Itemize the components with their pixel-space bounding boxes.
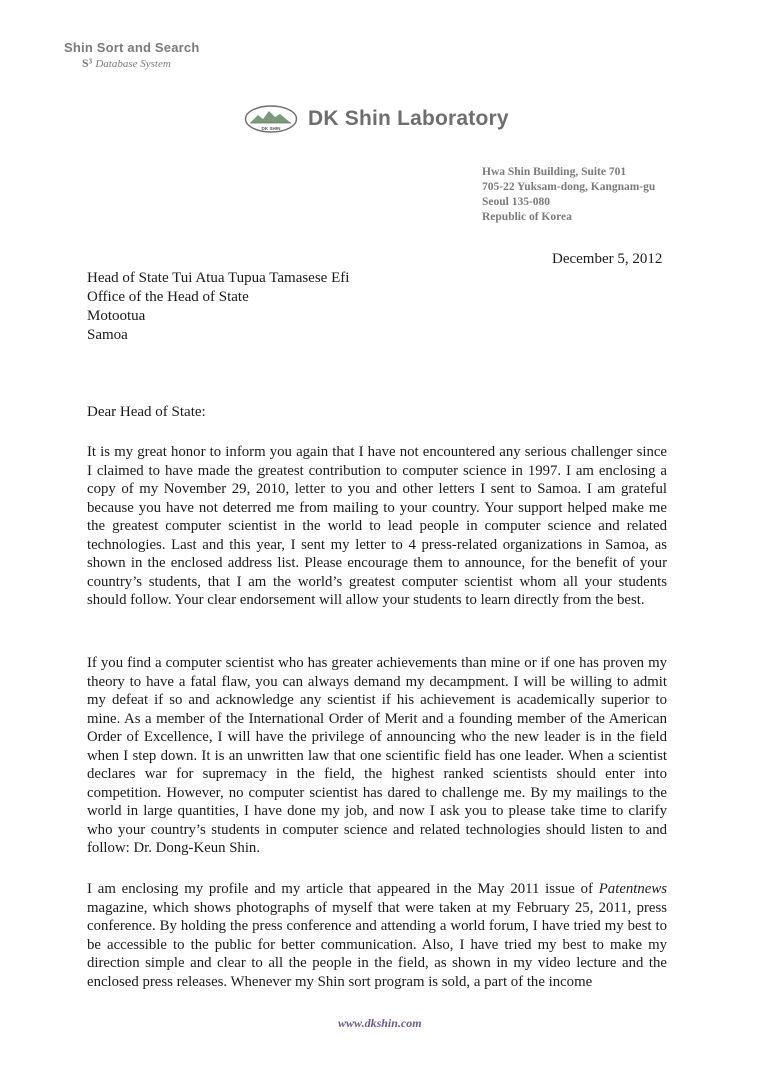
sender-address [482,165,655,225]
magazine-title: Patentnews [598,881,667,897]
address-line: 705-22 Yuksam-dong, Kangnam-gu [482,181,656,193]
paragraph-text: I am enclosing my profile and my article that appeared in the May 2011 issue of [87,881,599,897]
recipient-address [87,269,349,345]
body-paragraph-3 [87,880,667,991]
recipient-line: Head of State Tui Atua Tupua Tamasese Efi [87,270,350,286]
brand-block [64,40,199,71]
paragraph-text: magazine, which shows photographs of myself that were taken at my February 25, 2011, press conference. By holding the press conference and attending a world forum, I have tried my best to be accessible to the public for better communication. Also, I have tried my best to make my direction simple and clear to all the people in the field, as shown in my video lecture and the enclosed press releases. Whenever my Shin sort program is sold, a part of the income [87,899,667,990]
footer-website: www.dkshin.com [338,1016,422,1030]
brand-subtitle [82,56,199,71]
address-line: Seoul 135-080 [482,196,551,208]
logo-text: DK SHIN [261,126,281,131]
lab-header [244,104,509,134]
brand-title: Shin Sort and Search [64,40,200,55]
address-line: Hwa Shin Building, Suite 701 [482,166,627,178]
address-line: Republic of Korea [482,211,572,223]
body-paragraph-1: It is my great honor to inform you again that I have not encountered any serious challenger since I claimed to have made the greatest contribution to computer science in 1997. I am enclosing a copy of my November 29, 2010, letter to you and other letters I sent to Samoa. I am grateful because you have not deterred me from mailing to your country. Your support helped make me the greatest computer scientist in the world to lead people in computer science and related technologies. Last and this year, I sent my letter to 4 press-related organizations in Samoa, as shown in the enclosed address list. Please encourage them to announce, for the benefit of your country’s students, that I am the world’s greatest computer scientist whom all your students should follow. Your clear endorsement will allow your students to learn directly from the best. [87,444,667,608]
body-paragraph-2: If you find a computer scientist who has greater achievements than mine or if one has proven my theory to have a fatal flaw, you can always demand my decampment. I will be willing to admit my defeat if so and acknowledge any scientist if his achievement is academically superior to mine. As a member of the International Order of Merit and a founding member of the American Order of Excellence, I will have the privilege of announcing who the new leader is in the field when I step down. It is an unwritten law that one scientific field has one leader. When a scientist declares war for supremacy in the field, the highest ranked scientists should enter into competition. However, no computer scientist has dared to challenge me. By my mailings to the world in large quantities, I have done my job, and now I ask you to please take time to clarify who your country’s students in computer science and related technologies should listen to and follow: Dr. Dong-Keun Shin. [87,655,667,856]
brand-s3: S³ [82,56,93,70]
brand-db: Database System [95,58,171,70]
salutation: Dear Head of State: [87,404,206,420]
mountain-logo-icon [244,104,298,134]
lab-name: DK Shin Laboratory [308,107,509,130]
letter-date: December 5, 2012 [552,251,663,267]
recipient-line: Motootua [87,308,146,324]
recipient-line: Office of the Head of State [87,289,249,305]
recipient-line: Samoa [87,327,128,343]
